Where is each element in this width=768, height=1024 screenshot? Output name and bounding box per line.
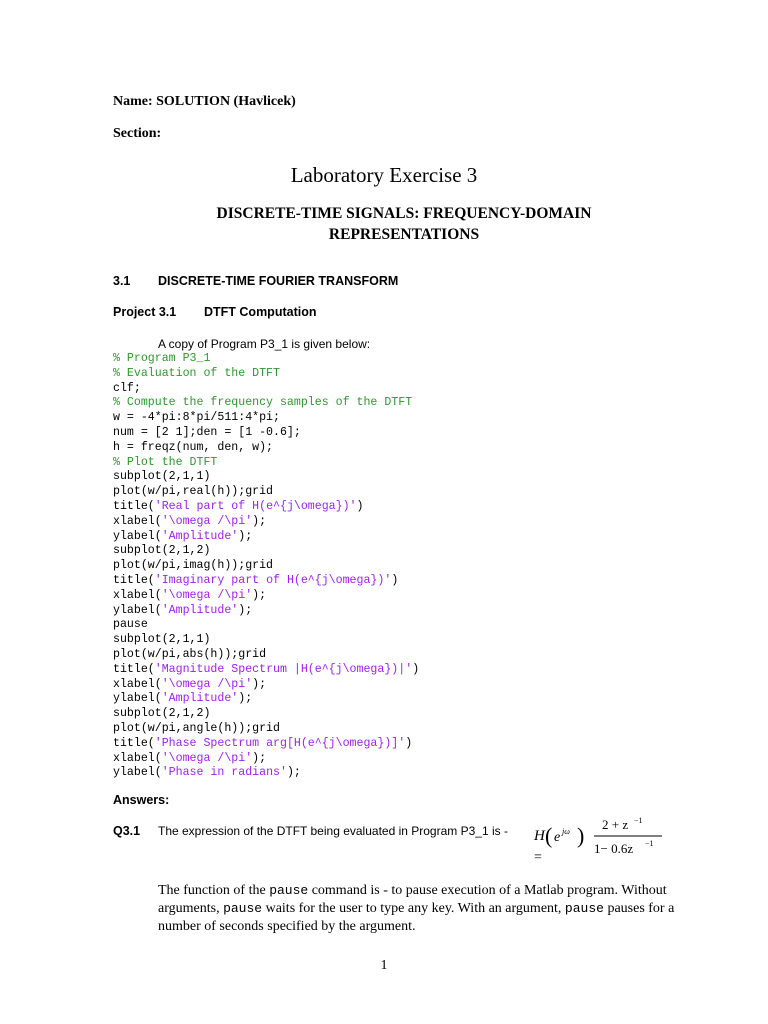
code-word: pause [269,883,309,898]
project-title: DTFT Computation [204,305,317,319]
code-text: subplot(2,1,2) [113,707,211,721]
code-text: ylabel( [113,692,162,706]
code-text: ); [286,766,301,780]
code-line [113,663,419,678]
code-line [113,678,419,693]
code-text: ylabel( [113,603,162,617]
program-intro: A copy of Program P3_1 is given below: [158,337,371,351]
code-text: ); [238,529,253,543]
code-line [113,604,419,619]
code-text: ylabel( [113,766,162,780]
code-text: xlabel( [113,514,162,528]
code-text: title( [113,573,155,587]
code-line [113,411,419,426]
page-number: 1 [380,958,388,973]
code-listing [113,352,419,781]
code-comment: % Program P3_1 [113,352,211,365]
code-text: pause [113,618,148,632]
formula-paren-open: ( [545,823,553,848]
code-text: ); [252,588,267,602]
page-title: Laboratory Exercise 3 [290,163,478,187]
code-text: subplot(2,1,2) [113,544,211,558]
section-number: 3.1 [113,274,131,288]
code-line [113,559,419,574]
para-text: pauses for a number of seconds specified by the argument. [158,901,675,934]
code-text: num = [2 1];den = [1 -0.6]; [113,425,301,439]
question-number: Q3.1 [113,824,141,838]
code-string: 'Phase in radians' [161,766,287,780]
code-line [113,352,419,367]
code-text: plot(w/pi,real(h));grid [113,485,274,499]
code-line [113,648,419,663]
code-string: '\omega /\pi' [161,588,253,602]
code-line [113,737,419,752]
code-text: ); [238,603,253,617]
code-text: plot(w/pi,abs(h));grid [113,647,267,661]
code-text: ) [391,573,399,587]
code-text: title( [113,736,155,750]
formula-den-exp: −1 [645,839,654,848]
formula-numerator: 2 + z [602,817,629,832]
project-number: Project 3.1 [113,305,177,319]
code-string: '\omega /\pi' [161,751,253,765]
code-line [113,426,419,441]
code-line [113,633,419,648]
code-line [113,530,419,545]
code-line [113,618,419,633]
code-text: plot(w/pi,angle(h));grid [113,721,280,735]
code-line [113,485,419,500]
code-string: 'Magnitude Spectrum |H(e^{j\omega})|' [154,662,413,676]
code-text: ) [405,736,413,750]
code-line [113,692,419,707]
code-line [113,515,419,530]
code-string: 'Amplitude' [161,603,239,617]
code-line [113,500,419,515]
formula-e: e [554,830,561,845]
code-line [113,456,419,471]
code-text: xlabel( [113,677,162,691]
code-string: 'Phase Spectrum arg[H(e^{j\omega})]' [154,736,406,750]
dtft-formula [530,812,670,862]
code-text: clf; [113,381,141,395]
code-text: title( [113,499,155,513]
code-text: h = freqz(num, den, w); [113,440,274,454]
code-text: ) [356,499,364,513]
code-text: xlabel( [113,588,162,602]
name-line: Name: SOLUTION (Havlicek) [113,94,296,109]
formula-paren-close: ) [577,823,585,848]
code-text: ) [412,662,420,676]
formula-denominator: 1− 0.6z [594,841,634,856]
formula-H: H [534,828,545,844]
para-text: waits for the user to type any key. With an argument, [262,901,565,916]
code-text: ); [252,751,267,765]
code-text: subplot(2,1,1) [113,633,211,647]
code-string: 'Amplitude' [161,692,239,706]
code-string: 'Imaginary part of H(e^{j\omega})' [154,573,392,587]
code-comment: % Plot the DTFT [113,455,218,469]
code-string: 'Amplitude' [161,529,239,543]
code-text: subplot(2,1,1) [113,470,211,484]
para-text: The function of the [158,883,270,898]
code-word: pause [564,901,604,916]
code-line [113,367,419,382]
code-line [113,396,419,411]
code-string: '\omega /\pi' [161,677,253,691]
code-line [113,382,419,397]
answers-heading: Answers: [113,793,170,807]
code-line [113,707,419,722]
code-comment: % Compute the frequency samples of the DTFT [113,396,413,410]
code-string: 'Real part of H(e^{j\omega})' [154,499,357,513]
code-line [113,752,419,767]
code-text: w = -4*pi:8*pi/511:4*pi; [113,411,280,425]
code-comment: % Evaluation of the DTFT [113,366,280,380]
code-string: '\omega /\pi' [161,514,253,528]
code-line [113,470,419,485]
code-text: xlabel( [113,751,162,765]
code-text: ); [252,514,267,528]
formula-num-exp: −1 [634,816,643,825]
code-line [113,574,419,589]
code-word: pause [223,901,263,916]
code-text: ylabel( [113,529,162,543]
formula-equals: = [534,850,542,865]
code-line [113,766,419,781]
code-line [113,722,419,737]
code-line [113,441,419,456]
code-line [113,544,419,559]
code-text: title( [113,662,155,676]
para-text: command is - to pause execution of a Matlab program. Without arguments, [158,883,667,916]
section-title: DISCRETE-TIME FOURIER TRANSFORM [158,274,399,288]
section-line: Section: [113,126,162,141]
page-subtitle: DISCRETE-TIME SIGNALS: FREQUENCY-DOMAIN REPRESENTATIONS [216,205,592,243]
formula-exponent: jω [562,827,570,836]
code-line [113,589,419,604]
pause-explanation [158,882,708,936]
question-text: The expression of the DTFT being evaluated in Program P3_1 is - [158,824,508,838]
code-text: ); [238,692,253,706]
code-text: ); [252,677,267,691]
code-text: plot(w/pi,imag(h));grid [113,559,274,573]
